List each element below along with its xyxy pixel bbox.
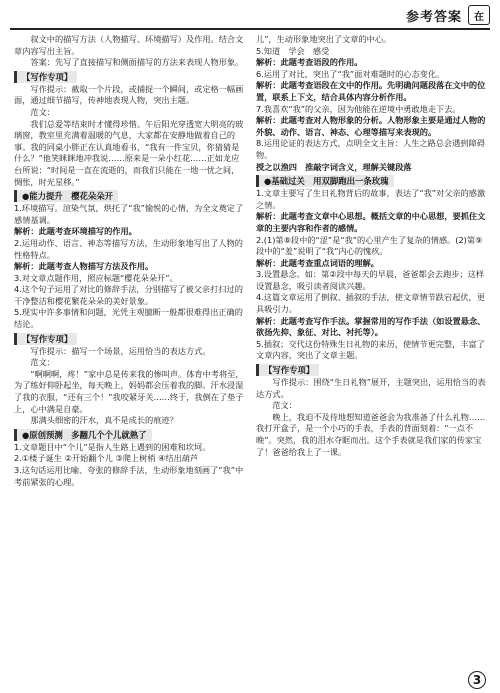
answer-item: 2.(1)第⑧段中的“涩”是“我”的心里产生了复杂的情感。(2)第⑨段中的“羞”说明了“我”内心的愧疚。 — [256, 234, 483, 257]
answer-item: 7.我喜欢“我”的父亲，因为他能在逆境中勇敢地走下去。 — [256, 103, 461, 114]
paragraph: 写作提示：描写一个场景，运用恰当的表达方式。 — [30, 345, 211, 356]
section-heading: ●原创预测 多翻几个个儿就熟了 — [14, 429, 152, 441]
answer-item: 4.这个句子运用了对比的修辞手法，分别描写了被父亲打扫过的干净整洁和樱花繁花朵朵的美好景象。 — [14, 284, 243, 306]
answer-item: 1.文章题目中“个儿”是指人生路上遇到的困难和坎坷。 — [14, 441, 211, 452]
essay-text: 我们总爱等结束时才懂得珍惜。午后阳光穿透宽大明亮的玻璃窗，教室里充满着温暖的气息，大家都在安静地做着自己的事。我的同桌小胖正在认真地看书，“我有一件宝贝，你猜猜是什么？”他笑眯眯地冲我说……原来是一朵小红花……正如龙应台所说：“时间是一直在流逝的，而我们只能在一地一忧之间，惆怅，时光星移。” — [14, 118, 244, 187]
paragraph: 叙文中的描写方法（人物描写、环境描写）及作用。结合文章内容写出主旨。 — [14, 34, 244, 56]
answer-item: 3.对文章点题作用，照应标题“樱花朵朵开”。 — [14, 272, 178, 283]
analysis-text: 解析：此题考查重点词语的理解。 — [256, 257, 379, 268]
essay-text: “啊啊啊，疼！”家中总是传来我的惨叫声。体育中考将至，为了练好仰卧起坐，每天晚上，妈妈都会压着我的脚。汗水浸湿了我的衣服，“还有三个！”我咬紧牙关……终于，我倒在了垫子上，心中满是自豪。 — [14, 368, 244, 414]
answer-item: 2.运用动作、语言、神态等描写方法，生动形象地写出了人物的性格特点。 — [14, 237, 243, 260]
paragraph: 儿”，生动形象地突出了文章的中心。 — [256, 34, 392, 44]
paragraph: 写作提示：截取一个片段，或捕捉一个瞬间，或定格一幅画面，通过细节描写，传神地表现人物，突出主题。 — [14, 83, 244, 106]
section-heading: ●基础过关 用双脚跑出一条玫瑰 — [256, 175, 394, 187]
subsection-title: 授之以渔四 推敲字词含义，理解关键段落 — [256, 161, 412, 172]
analysis-text: 解析：此题考查语段的作用。 — [256, 57, 363, 68]
answer-item: 3.设置悬念。如：第②段中每天的早晨，爸爸都会去跑步；这样设置悬念，吸引读者阅读兴趣。 — [256, 269, 485, 291]
answer-item: 6.运用了对比，突出了“我”面对难题时的心态变化。 — [256, 68, 445, 79]
answer-item: 1.环境描写。渲染气氛，烘托了“我”愉悦的心情，为全文奠定了感情基调。 — [14, 203, 244, 225]
paragraph: 范文： — [30, 357, 55, 368]
page-header — [10, 2, 490, 30]
answer-item: 5.知道 学会 感受 — [256, 45, 330, 56]
header-title: 参考答案 — [405, 9, 462, 25]
section-heading: 【写作专项】 — [14, 71, 77, 83]
section-heading: 【写作专项】 — [256, 364, 319, 376]
analysis-text: 解析：此题考查语段在文中的作用。先明确问题段落在文中的位置，联系上下文，结合具体内容分析作用。 — [256, 80, 486, 102]
paragraph: 那满头细密的汗水，真不是成长的痕迹？ — [30, 415, 178, 426]
analysis-text: 解析：此题考查对人物形象的分析。人物形象主要是通过人物的外貌、动作、语言、神态、心理等描写来表现的。 — [256, 115, 486, 137]
section-heading: ●能力提升 樱花朵朵开 — [14, 190, 118, 202]
answer-item: 5.现实中许多事情和问题，光凭主观臆断一般都很难得出正确的结论。 — [14, 307, 243, 330]
answer-item: 8.运用论证的表达方式，点明全文主旨：人生之路总会遇到障碍物。 — [256, 138, 485, 160]
paragraph: 范文： — [30, 106, 55, 117]
analysis-text: 解析：此题考查人物描写方法及作用。 — [14, 261, 154, 272]
answer-item: 3.这句话运用比喻、夸张的修辞手法，生动形象地刻画了“我”中考前紧张的心理。 — [14, 465, 244, 487]
content-columns — [14, 34, 488, 675]
paragraph: 范文： — [272, 400, 297, 411]
section-heading: 【写作专项】 — [14, 333, 77, 345]
right-column — [256, 34, 488, 675]
answer-item: 1.文章主要写了生日礼物背后的故事，表达了“我”对父亲的感激之情。 — [256, 188, 486, 210]
answer-item: 5.插叙；交代这份特殊生日礼物的来历，使情节更完整，丰富了文章内容，突出了文章主题。 — [256, 338, 485, 361]
left-column — [14, 34, 246, 675]
analysis-text: 解析：此题考查写作手法。掌握常用的写作手法（如设置悬念、欲扬先抑、象征、对比、衬托等）。 — [256, 315, 486, 338]
answer-item: 4.这篇文章运用了倒叙、插叙的手法，使文章情节跌宕起伏，更具吸引力。 — [256, 292, 485, 315]
logo-icon: 在 — [468, 5, 490, 25]
essay-text: 晚上，我迫不及待地想知道爸爸会为我准备了什么礼物……我打开盒子，是一个小巧的手表，手表的背面刻着：“一点不晚”。突然，我的泪水夺眶而出。这个手表就是我们家的传家宝了！爸爸给我上了一课。 — [256, 411, 486, 457]
answer-item: 2.①楼子诞生 ②开始翻个儿 ③爬上树梢 ④结出葫芦 — [14, 453, 199, 464]
paragraph: 答案：先写了直接描写和侧面描写的方法来表现人物形象。 — [30, 57, 244, 68]
analysis-text: 解析：此题考查文章中心思想。概括文章的中心思想，要抓住文章的主要内容和作者的感情。 — [256, 211, 486, 233]
page-number: 3 — [468, 671, 486, 689]
paragraph: 写作提示：围绕“生日礼物”展开，主题突出，运用恰当的表达方式。 — [256, 377, 486, 399]
analysis-text: 解析：此题考查环境描写的作用。 — [14, 226, 137, 237]
